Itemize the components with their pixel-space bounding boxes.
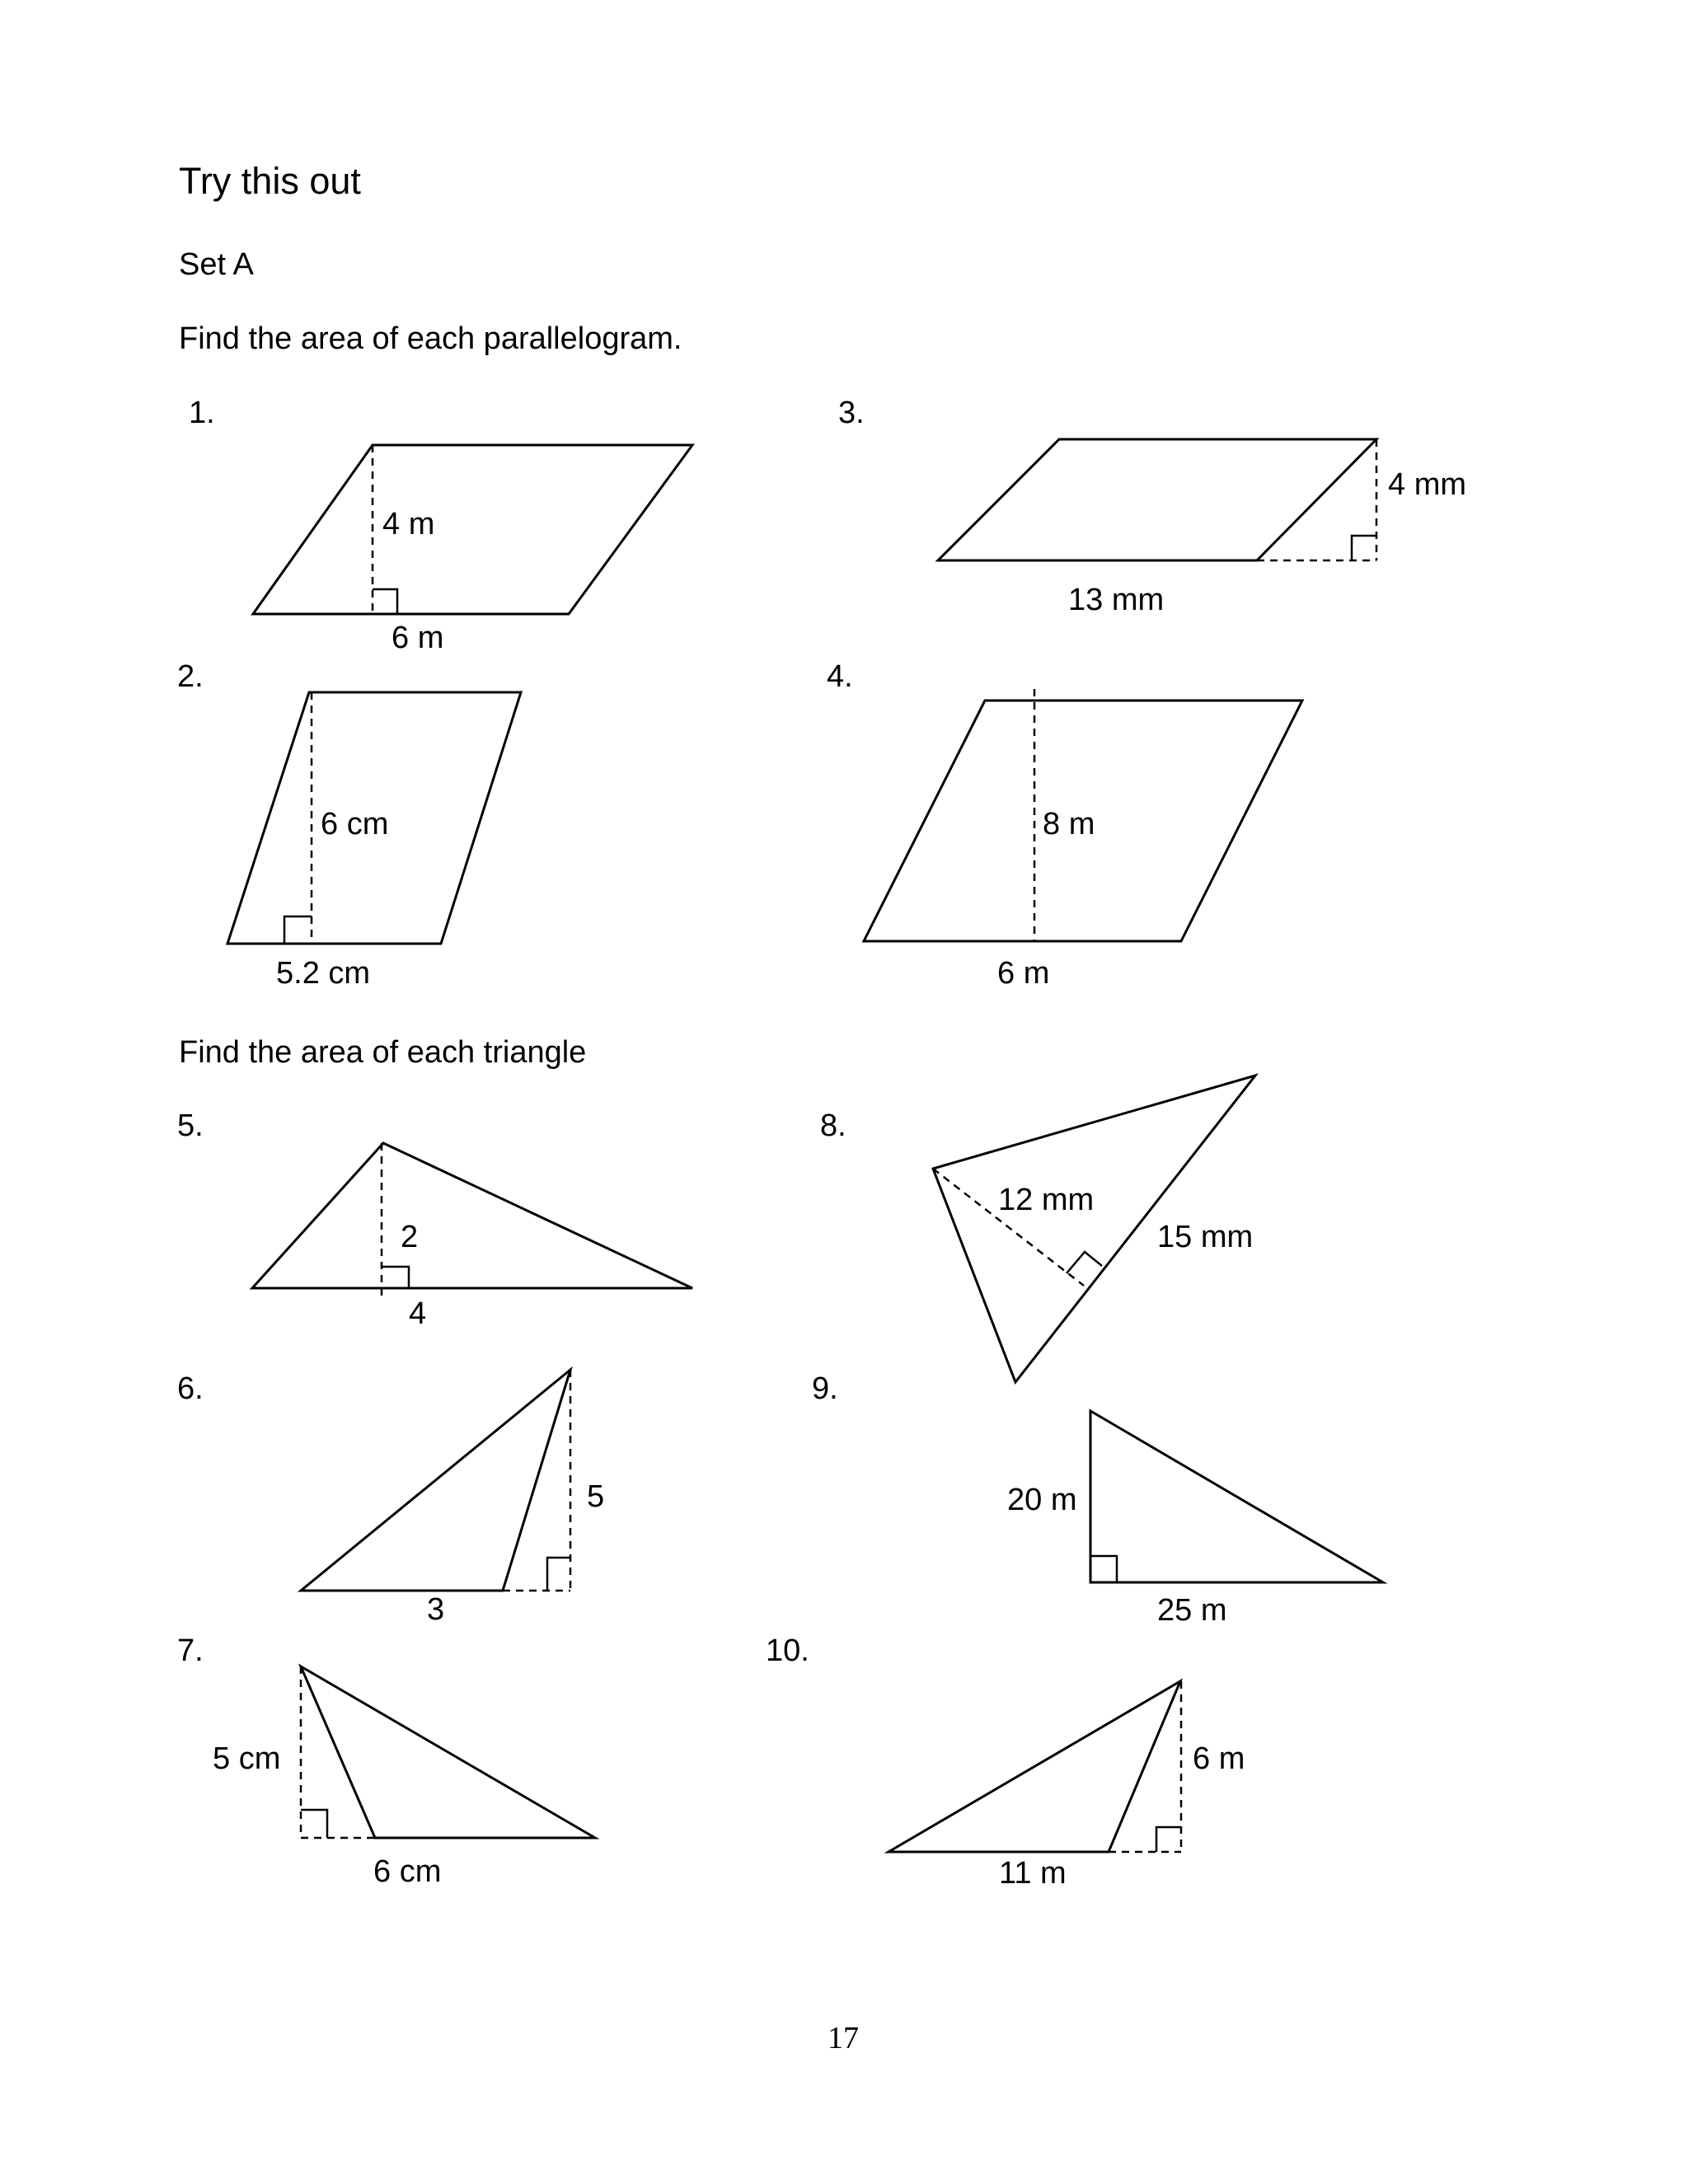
right-angle-mark (284, 916, 312, 944)
height-label: 5 (587, 1479, 605, 1514)
right-angle-mark (1156, 1827, 1181, 1852)
parallelogram-shape (253, 445, 692, 614)
height-label: 4 mm (1388, 467, 1466, 502)
problem-9 (812, 1371, 1383, 1628)
problem-number: 4. (827, 659, 853, 694)
problem-number: 2. (177, 659, 204, 694)
problem-7 (177, 1633, 595, 1889)
triangle-shape (1090, 1411, 1383, 1582)
base-label: 25 m (1157, 1593, 1227, 1628)
problem-number: 5. (177, 1108, 204, 1143)
problem-number: 10. (766, 1633, 809, 1668)
problem-2 (177, 659, 521, 991)
height-label: 5 cm (213, 1741, 281, 1776)
triangle-shape (252, 1143, 692, 1288)
problem-number: 9. (812, 1371, 838, 1406)
height-label: 2 (401, 1220, 419, 1254)
instruction-parallelograms: Find the area of each parallelogram. (179, 321, 682, 356)
base-label: 6 m (997, 956, 1050, 991)
right-angle-mark (382, 1267, 409, 1288)
problem-number: 6. (177, 1371, 204, 1406)
parallelogram-shape (938, 439, 1376, 560)
problem-3 (838, 396, 1466, 617)
problem-number: 1. (189, 396, 215, 430)
triangle-shape (301, 1666, 595, 1838)
height-label: 6 cm (321, 807, 389, 841)
problem-4 (827, 659, 1302, 991)
set-label: Set A (179, 247, 254, 282)
problem-1 (189, 396, 692, 655)
problem-5 (177, 1108, 692, 1331)
height-label: 12 mm (998, 1183, 1095, 1217)
page-title: Try this out (179, 160, 361, 202)
triangle-shape (301, 1370, 570, 1591)
page-number: 17 (828, 2021, 859, 2055)
right-angle-mark (1352, 536, 1376, 560)
problem-number: 3. (838, 396, 865, 430)
problem-10 (766, 1633, 1245, 1891)
height-label: 20 m (1007, 1483, 1077, 1517)
right-angle-mark (1067, 1252, 1102, 1273)
height-label: 4 m (382, 507, 435, 541)
height-label: 6 m (1193, 1741, 1245, 1776)
height-label: 8 m (1043, 807, 1095, 841)
triangle-shape (889, 1681, 1180, 1852)
problem-6 (177, 1370, 604, 1627)
right-angle-mark (373, 589, 397, 614)
base-label: 5.2 cm (276, 956, 371, 991)
base-label: 15 mm (1157, 1220, 1254, 1254)
base-label: 3 (427, 1592, 445, 1627)
right-angle-mark (301, 1810, 327, 1838)
right-angle-mark (547, 1558, 570, 1591)
base-label: 11 m (999, 1856, 1067, 1891)
instruction-triangles: Find the area of each triangle (179, 1035, 587, 1070)
base-label: 4 (409, 1296, 427, 1331)
base-label: 6 cm (373, 1854, 442, 1889)
right-angle-mark (1090, 1556, 1117, 1582)
problem-number: 8. (820, 1108, 846, 1143)
problem-number: 7. (177, 1633, 204, 1668)
base-label: 6 m (392, 621, 444, 655)
problem-8 (820, 1076, 1255, 1382)
base-label: 13 mm (1068, 583, 1165, 617)
